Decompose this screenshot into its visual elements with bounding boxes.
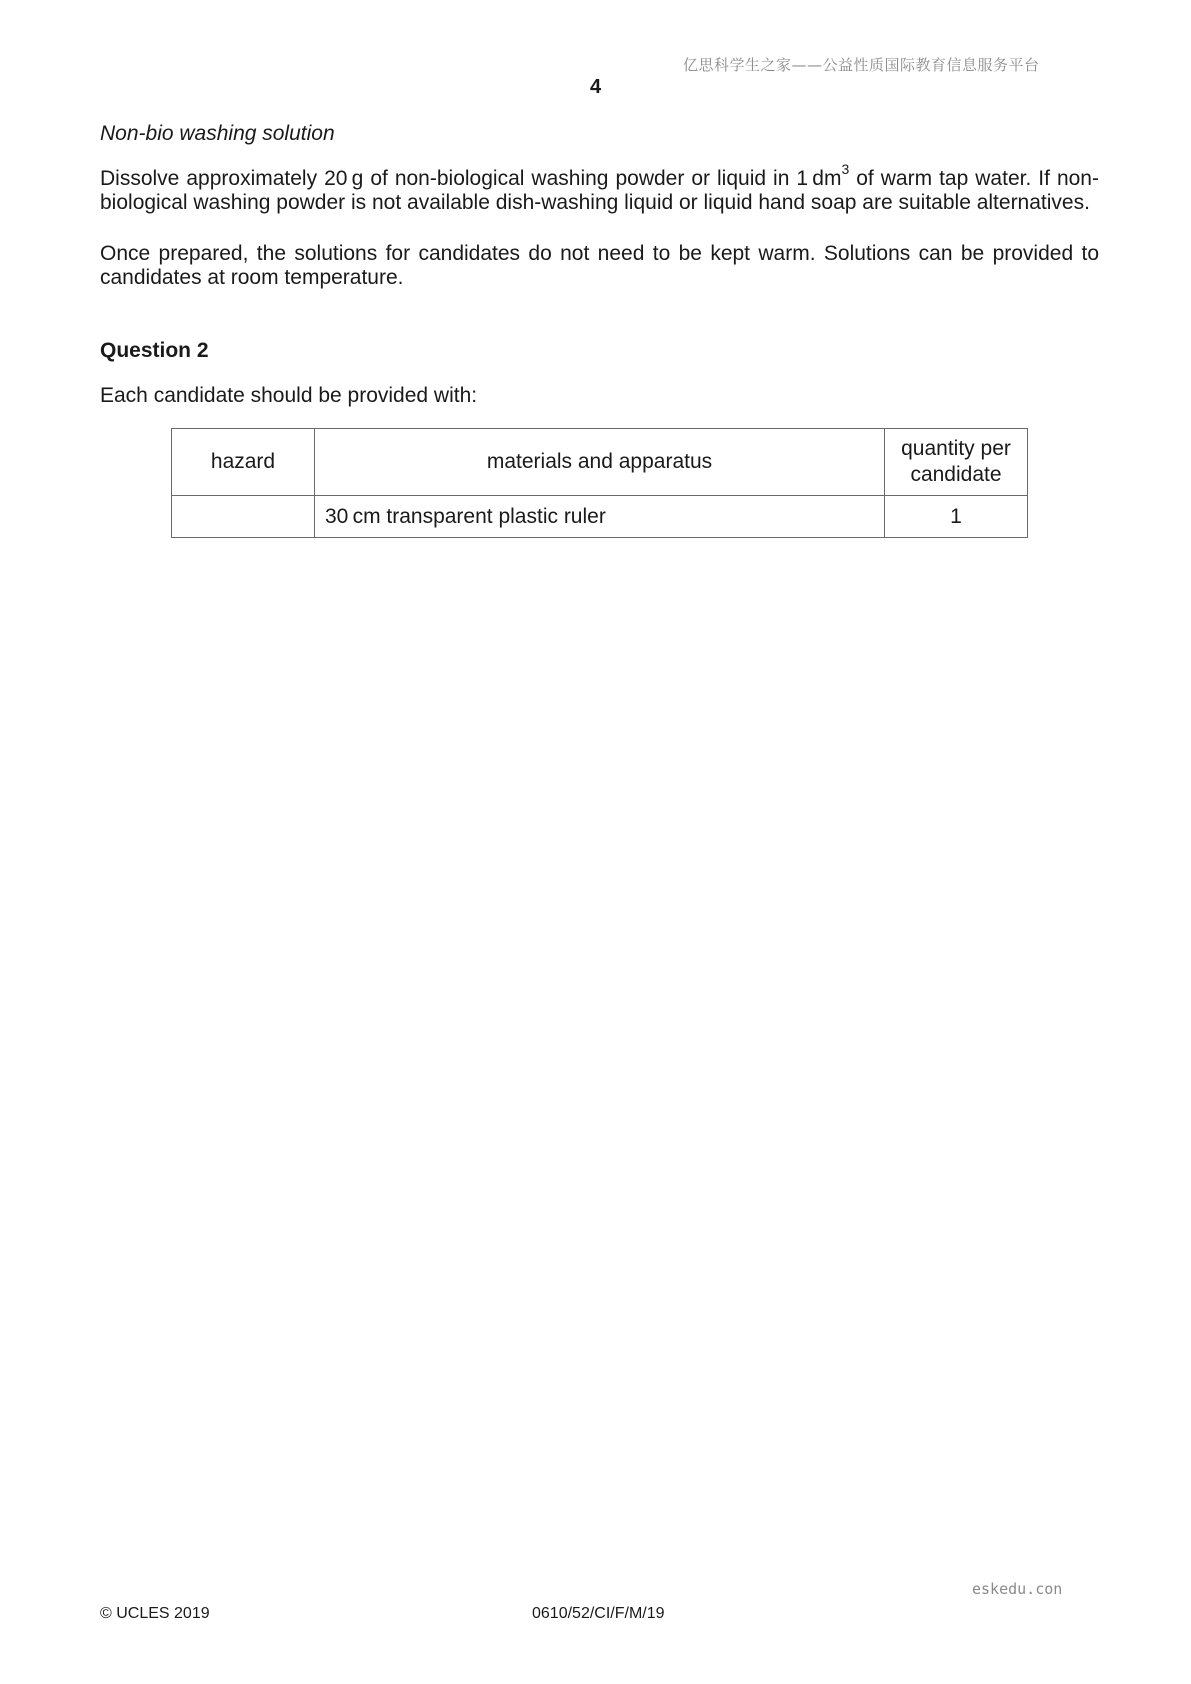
page-content: [100, 122, 1099, 538]
paragraph-dissolve-part1: Dissolve approximately 20 g of non-biological washing powder or liquid in 1 dm: [100, 167, 842, 190]
header-materials: materials and apparatus: [315, 429, 885, 496]
cell-hazard: [172, 496, 315, 538]
paragraph-dissolve-part2: of warm tap water. If non-biological washing powder is not available dish-washing liquid or liquid hand soap are suitable alternatives.: [100, 167, 1099, 214]
paragraph-prepared: Once prepared, the solutions for candidates do not need to be kept warm. Solutions can be provided to candidates at room temperature.: [100, 242, 1099, 289]
superscript-exponent: 3: [841, 161, 850, 177]
materials-table: [171, 428, 1028, 538]
cell-quantity: 1: [885, 496, 1028, 538]
page-number: 4: [589, 76, 602, 98]
question-intro: Each candidate should be provided with:: [100, 384, 478, 407]
paragraph-dissolve: [100, 161, 1099, 215]
table-row: [172, 496, 1028, 538]
footer-code: 0610/52/CI/F/M/19: [532, 1605, 665, 1622]
footer-watermark: eskedu.con: [972, 1580, 1063, 1598]
section-heading: Non-bio washing solution: [100, 122, 335, 145]
footer-copyright: © UCLES 2019: [100, 1605, 210, 1622]
header-hazard: hazard: [172, 429, 315, 496]
table-header-row: [172, 429, 1028, 496]
question-heading: Question 2: [100, 339, 209, 362]
header-quantity: quantity per candidate: [885, 429, 1028, 496]
cell-materials: 30 cm transparent plastic ruler: [315, 496, 885, 538]
header-watermark: 亿思科学生之家——公益性质国际教育信息服务平台: [683, 56, 1040, 74]
